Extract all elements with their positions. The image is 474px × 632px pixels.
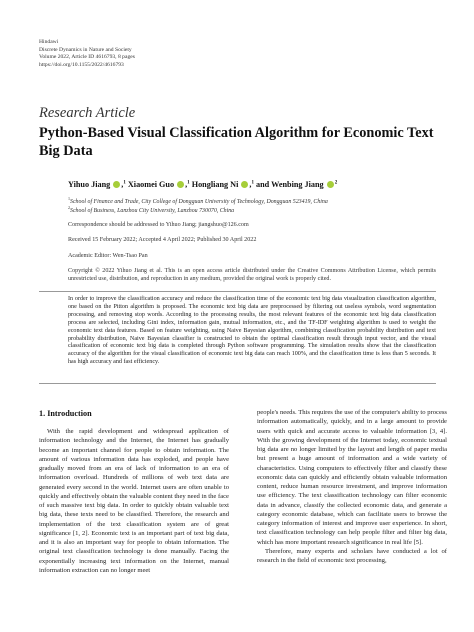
affiliation-text: School of Business, Lanzhou City University, Lanzhou 730070, China xyxy=(70,207,235,214)
journal-name: Discrete Dynamics in Nature and Society xyxy=(39,46,132,53)
abstract-bottom-divider xyxy=(39,383,436,384)
article-type: Research Article xyxy=(39,105,136,121)
author-affiliation-mark: 1 xyxy=(123,180,126,186)
orcid-icon[interactable] xyxy=(177,181,184,188)
doi-link[interactable]: https://doi.org/10.1155/2022/4616793 xyxy=(39,61,124,68)
journal-header xyxy=(39,39,135,69)
abstract-text: In order to improve the classification accuracy and reduce the classification time of the economic text big data visualization classification algorithm, one based on the Pitton algorithm is proposed. The economic text big data are preprocessed by filtering out useless symbols, word segmentation processing, and removing stop words. According to the processing results, the most relevant features of the economic text big data classification process are selected, including Gini index, information gain, mutual information, etc., and the TF-IDF weighting algorithm is used to weight the economic text data features. Based on feature weighting, using Naive Bayesian algorithm, combining classification probability distribution and text probability distribution, Naive Bayesian classifier is constructed to obtain the optimal classification result through input vector, and the visual classification of economic text big data is completed through Python software programming. The simulation results show that the classification accuracy of the algorithm for the visual classification of economic text big data can reach 100%, and the classification time is less than 5 seconds. It has high accuracy and fast efficiency. xyxy=(68,296,436,366)
body-paragraph: With the rapid development and widespread application of information technology and the Internet, the Internet has gradually become an important channel for people to obtain information. The amount of various information data has exploded, and people have gradually moved from an era of lack of information to an era of information overload. Hundreds of millions of web text data are generated every second in the world. Internet users are often unable to quickly and effectively obtain the valuable content they need in the face of such massive text big data. In order to quickly obtain valuable text big data, these texts need to be classified. Therefore, the research and implementation of the text classification system are of great significance [1, 2]. Economic text is an important part of text big data, and it is also an important way for people to obtain information. The original text classification technology is done manually. Facing the exponentially increasing text information on the Internet, manual information extraction can no longer meet xyxy=(39,428,229,574)
orcid-icon[interactable] xyxy=(241,181,248,188)
affiliation-text: School of Finance and Trade, City College of Dongguan University of Technology, Dongguan 523419, China xyxy=(70,198,328,205)
orcid-icon[interactable] xyxy=(327,181,334,188)
affiliation xyxy=(68,205,234,214)
volume-info: Volume 2022, Article ID 4616793, 8 pages xyxy=(39,54,135,61)
affiliation-number: 1 xyxy=(68,196,70,201)
author-affiliation-mark: 2 xyxy=(334,180,338,186)
copyright-notice: Copyright © 2022 Yihuo Jiang et al. This is an open access article distributed under the Creative Commons Attribution License, which permits unrestricted use, distribution, and reproduction in any medium, provided the original work is properly cited. xyxy=(68,268,436,282)
academic-editor: Academic Editor: Wen-Tsao Pan xyxy=(68,253,148,259)
correspondence-line: Correspondence should be addressed to Yihuo Jiang; jiangshuo@126.com xyxy=(68,222,249,228)
body-column-right xyxy=(257,408,447,565)
author-name[interactable]: Wenbing Jiang xyxy=(271,180,324,189)
author-affiliation-mark: 1 xyxy=(251,180,254,186)
author-affiliation-mark: 1 xyxy=(187,180,190,186)
author-name[interactable]: Yihuo Jiang xyxy=(68,180,111,189)
section-heading: 1. Introduction xyxy=(39,409,92,418)
affiliation-number: 2 xyxy=(68,205,70,210)
author-and: and xyxy=(255,180,270,189)
affiliation xyxy=(68,196,328,205)
publisher-name: Hindawi xyxy=(39,39,59,45)
dates-line: Received 15 February 2022; Accepted 4 April 2022; Published 30 April 2022 xyxy=(68,237,257,243)
body-paragraph: Therefore, many experts and scholars have conducted a lot of research in the field of economic text processing, xyxy=(257,547,447,564)
body-column-left xyxy=(39,427,229,575)
author-list: Yihuo Jiang ,$^1$ Xiaomei Guo ,$^1$ Hongliang Ni ,$^1$ and Wenbing Jiang $^2$ xyxy=(68,180,338,189)
author-name[interactable]: Hongliang Ni xyxy=(191,180,239,189)
author-name[interactable]: Xiaomei Guo xyxy=(127,180,175,189)
paper-title: Python-Based Visual Classification Algorithm for Economic Text Big Data xyxy=(39,125,434,159)
abstract-top-divider xyxy=(39,291,436,292)
body-paragraph: people's needs. This requires the use of the computer's ability to process information automatically, quickly, and in a large amount to provide users with quick and accurate access to valuable information [3, 4]. With the growing development of the Internet today, economic textual big data are no longer limited by the layout and length of paper media but present a huge amount of information and a wide variety of characteristics. Using computers to effectively filter and classify these economic data can quickly and efficiently obtain valuable information content, reduce human resource investment, and improve information use efficiency. The text classification technology can filter economic data in advance, classify the collected economic data, and generate a category economic database, which can facilitate users to browse the category information of interest and improve user experience. In short, text classification technology can help people filter and filter big data, which has more important research significance in real life [5]. xyxy=(257,409,447,546)
orcid-icon[interactable] xyxy=(113,181,120,188)
